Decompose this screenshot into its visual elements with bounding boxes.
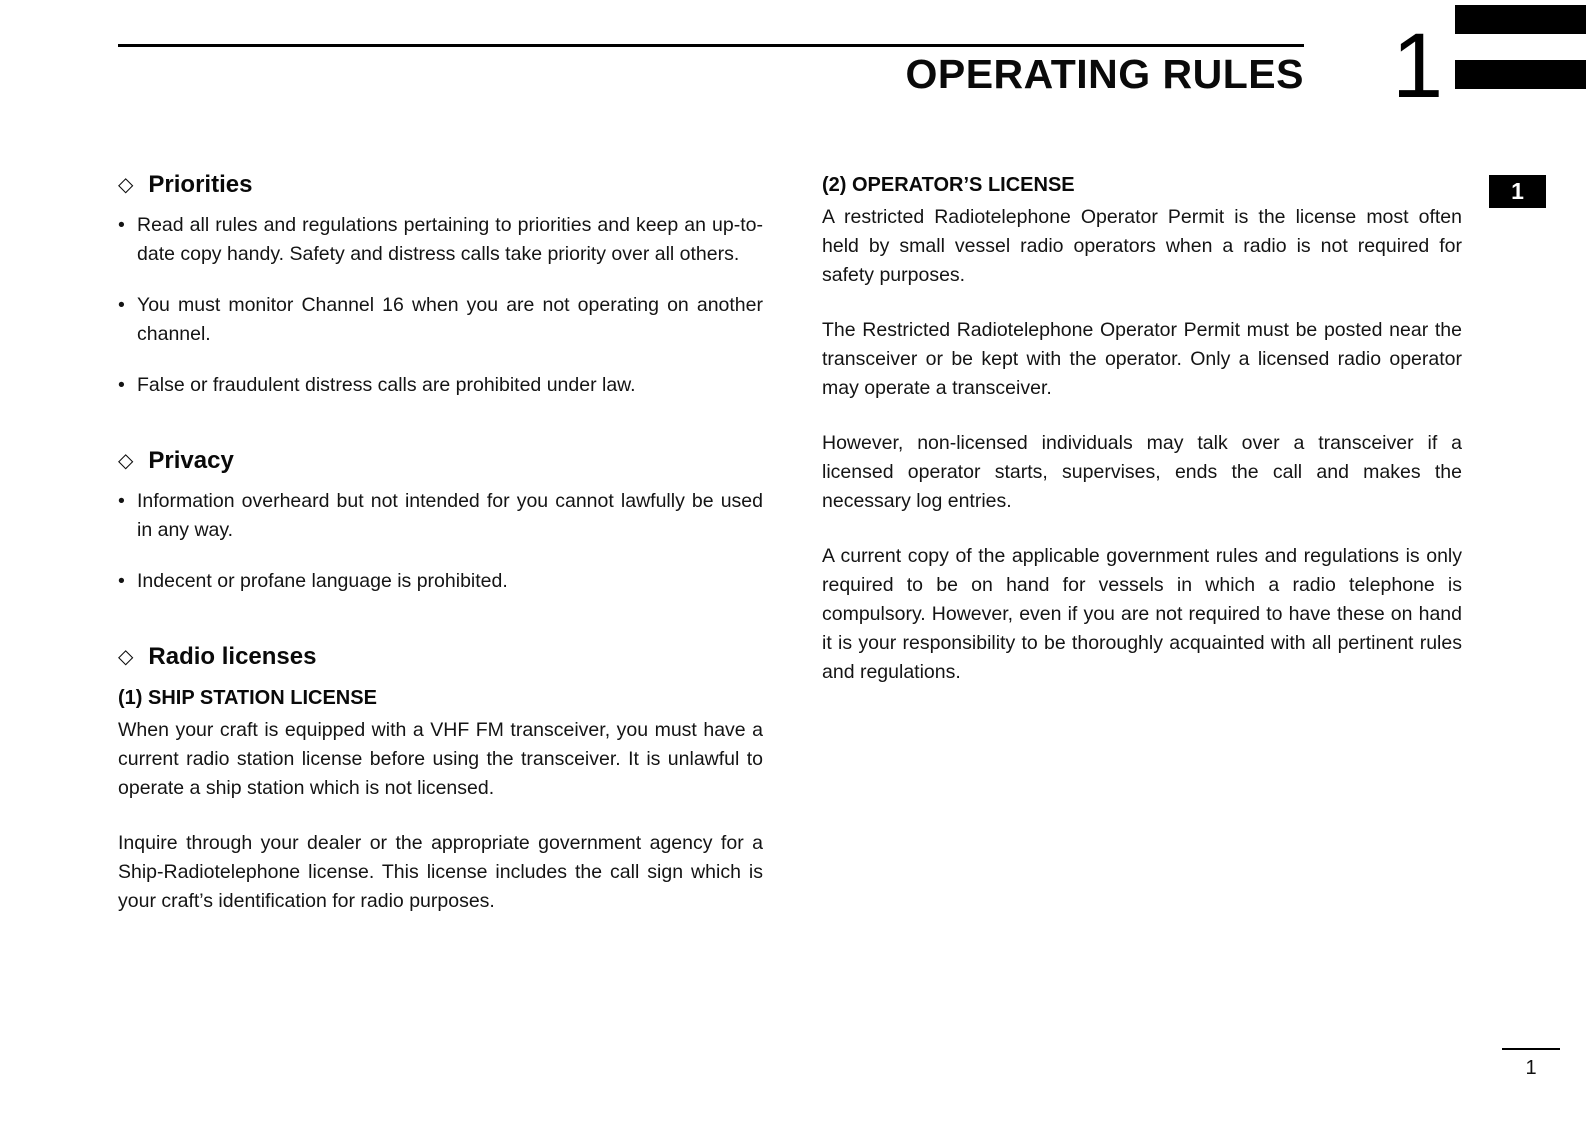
- bullet-text: Indecent or profane language is prohibited.: [137, 570, 508, 592]
- header-rule: [118, 44, 1304, 47]
- subheading-ship-station-license: (1) SHIP STATION LICENSE: [118, 687, 377, 709]
- section-heading-privacy: [118, 446, 763, 477]
- corner-bar-top-icon: [1455, 5, 1586, 34]
- bullet-icon: •: [118, 490, 125, 512]
- bullet-text: You must monitor Channel 16 when you are not operating on another channel.: [137, 294, 763, 345]
- page-number: [1502, 1048, 1560, 1080]
- bullet-text: False or fraudulent distress calls are prohibited under law.: [137, 374, 636, 396]
- bullet-text: Read all rules and regulations pertaining to priorities and keep an up-to-date copy handy. Safety and distress calls take priority over all others.: [137, 214, 763, 265]
- section-heading-text: Priorities: [148, 171, 253, 198]
- bullet-icon: •: [118, 374, 125, 396]
- bullet-item: [118, 211, 763, 269]
- section-privacy: [118, 446, 763, 596]
- left-column: [118, 170, 763, 916]
- diamond-icon: ◇: [118, 646, 134, 668]
- diamond-icon: ◇: [118, 450, 134, 472]
- section-radio-licenses: [118, 642, 763, 916]
- paragraph: Inquire through your dealer or the appropriate government agency for a Ship-Radiotelephone license. This license includes the call sign which is your craft’s identification for radio purposes.: [118, 832, 763, 912]
- bullet-item: [118, 567, 763, 596]
- bullet-item: [118, 487, 763, 545]
- paragraph: When your craft is equipped with a VHF FM transceiver, you must have a current radio station license before using the transceiver. It is unlawful to operate a ship station which is not licensed.: [118, 719, 763, 799]
- section-heading-radio-licenses: [118, 642, 763, 673]
- section-heading-text: Privacy: [148, 447, 234, 474]
- chapter-tab: [1489, 175, 1546, 208]
- chapter-tab-number: 1: [1511, 178, 1524, 204]
- bullet-icon: •: [118, 294, 125, 316]
- section-heading-text: Radio licenses: [148, 643, 317, 670]
- section-heading-priorities: [118, 170, 763, 201]
- bullet-icon: •: [118, 214, 125, 236]
- paragraph: The Restricted Radiotelephone Operator Permit must be posted near the transceiver or be kept with the operator. Only a licensed radio operator may operate a transceiver.: [822, 319, 1462, 399]
- bullet-icon: •: [118, 570, 125, 592]
- paragraph: A restricted Radiotelephone Operator Permit is the license most often held by small vessel radio operators when a radio is not required for safety purposes.: [822, 206, 1462, 286]
- bullet-item: [118, 291, 763, 349]
- page-title: OPERATING RULES: [905, 51, 1304, 97]
- section-priorities: [118, 170, 763, 400]
- bullet-text: Information overheard but not intended for you cannot lawfully be used in any way.: [137, 490, 763, 541]
- bullet-item: [118, 371, 763, 400]
- page-number-text: 1: [1525, 1057, 1537, 1079]
- subheading-operators-license: (2) OPERATOR’S LICENSE: [822, 174, 1075, 196]
- paragraph: A current copy of the applicable government rules and regulations is only required to be on hand for vessels in which a radio telephone is compulsory. However, even if you are not required to have these on hand it is your responsibility to be thoroughly acquainted with all pertinent rules and regulations.: [822, 545, 1462, 683]
- chapter-number: 1: [1392, 15, 1444, 117]
- paragraph: However, non-licensed individuals may talk over a transceiver if a licensed operator starts, supervises, ends the call and makes the necessary log entries.: [822, 432, 1462, 512]
- corner-bar-bottom-icon: [1455, 60, 1586, 89]
- diamond-icon: ◇: [118, 174, 134, 196]
- right-column: [822, 170, 1462, 687]
